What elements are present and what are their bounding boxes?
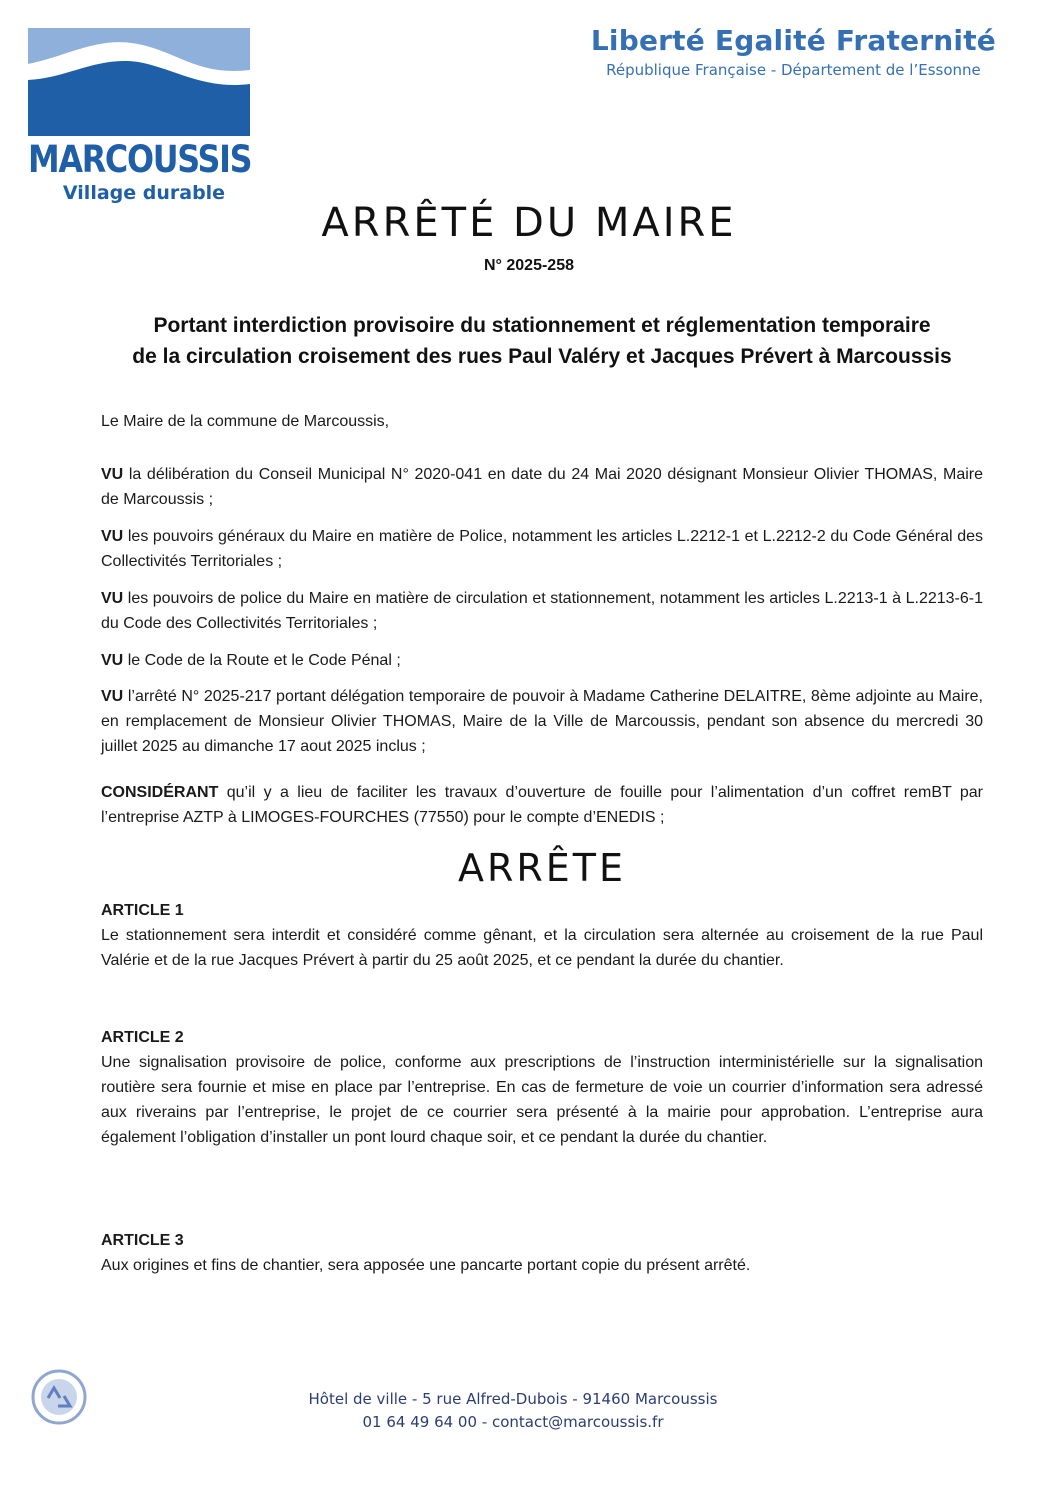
article-title: ARTICLE 2: [101, 1029, 184, 1046]
vu-keyword: VU: [101, 528, 124, 545]
subject-line: Portant interdiction provisoire du stationnement et réglementation temporaire: [153, 314, 931, 337]
motto-text: Liberté Egalité Fraternité: [590, 24, 996, 57]
vu-clause: [101, 586, 983, 636]
article-title: ARTICLE 1: [101, 902, 184, 919]
vu-text: les pouvoirs généraux du Maire en matière de Police, notamment les articles L.2212-1 et L.2212-2 du Code Général des Collectivités Territoriales ;: [101, 528, 983, 570]
document-number: N° 2025-258: [483, 257, 574, 274]
logo-wave-icon: [28, 28, 250, 136]
considerant-keyword: CONSIDÉRANT: [101, 784, 219, 801]
footer-address: Hôtel de ville - 5 rue Alfred-Dubois - 91460 Marcoussis: [308, 1390, 718, 1408]
intro: [101, 409, 983, 434]
considerant-clause: [101, 780, 983, 830]
document-title: ARRÊTÉ DU MAIRE: [321, 200, 737, 246]
article-text: Le stationnement sera interdit et considéré comme gênant, et la circulation sera alternée au croisement de la rue Paul Valérie et de la rue Jacques Prévert à partir du 25 août 2025, et ce pendant la durée du chantier.: [101, 927, 983, 969]
vu-text: le Code de la Route et le Code Pénal ;: [127, 652, 401, 669]
footer: [0, 1388, 1026, 1434]
logo-name: MARCOUSSIS: [28, 138, 252, 181]
vu-clause: [101, 684, 983, 759]
arrete-heading: ARRÊTE: [457, 846, 627, 890]
vu-clause: [101, 648, 983, 673]
document-subject: [0, 310, 1058, 372]
vu-clause: [101, 524, 983, 574]
article: [101, 1228, 983, 1278]
subject-line: de la circulation croisement des rues Paul Valéry et Jacques Prévert à Marcoussis: [132, 345, 952, 368]
article-text: Aux origines et fins de chantier, sera apposée une pancarte portant copie du présent arrêté.: [101, 1257, 751, 1274]
considerant-text: qu’il y a lieu de faciliter les travaux d’ouverture de fouille pour l’alimentation d’un coffret remBT par l’entreprise AZTP à LIMOGES-FOURCHES (77550) pour le compte d’ENEDIS ;: [101, 784, 983, 826]
intro-text: Le Maire de la commune de Marcoussis,: [101, 413, 390, 430]
vu-keyword: VU: [101, 590, 124, 607]
footer-contact: 01 64 49 64 00 - contact@marcoussis.fr: [362, 1413, 664, 1431]
vu-text: l’arrêté N° 2025-217 portant délégation temporaire de pouvoir à Madame Catherine DELAITRE, 8ème adjointe au Maire, en remplacement de Monsieur Olivier THOMAS, Maire de la Ville de Marcoussis, pendant son absence du mercredi 30 juillet 2025 au dimanche 17 aout 2025 inclus ;: [101, 688, 984, 755]
vu-text: la délibération du Conseil Municipal N° 2020-041 en date du 24 Mai 2020 désignant Monsieur Olivier THOMAS, Maire de Marcoussis ;: [101, 466, 983, 508]
republic-motto: [591, 24, 996, 79]
vu-keyword: VU: [101, 652, 124, 669]
vu-text: les pouvoirs de police du Maire en matière de circulation et stationnement, notamment les articles L.2213-1 à L.2213-6-1 du Code des Collectivités Territoriales ;: [101, 590, 983, 632]
marcoussis-logo: [28, 28, 250, 206]
vu-keyword: VU: [101, 466, 124, 483]
article-title: ARTICLE 3: [101, 1232, 184, 1249]
motto-subtitle: République Française - Département de l’Essonne: [606, 61, 981, 79]
vu-keyword: VU: [101, 688, 124, 705]
article: [101, 898, 983, 973]
vu-clause: [101, 462, 983, 512]
logo-tagline: Village durable: [62, 182, 226, 204]
article: [101, 1025, 983, 1150]
article-text: Une signalisation provisoire de police, conforme aux prescriptions de l’instruction interministérielle sur la signalisation routière sera fournie et mise en place par l’entreprise. En cas de fermeture de voie un courrier d’information sera adressé aux riverains par l’entreprise, le projet de ce courrier sera présenté à la mairie pour approbation. L’entreprise aura également l’obligation d’installer un pont lourd chaque soir, et ce pendant la durée du chantier.: [101, 1054, 983, 1146]
